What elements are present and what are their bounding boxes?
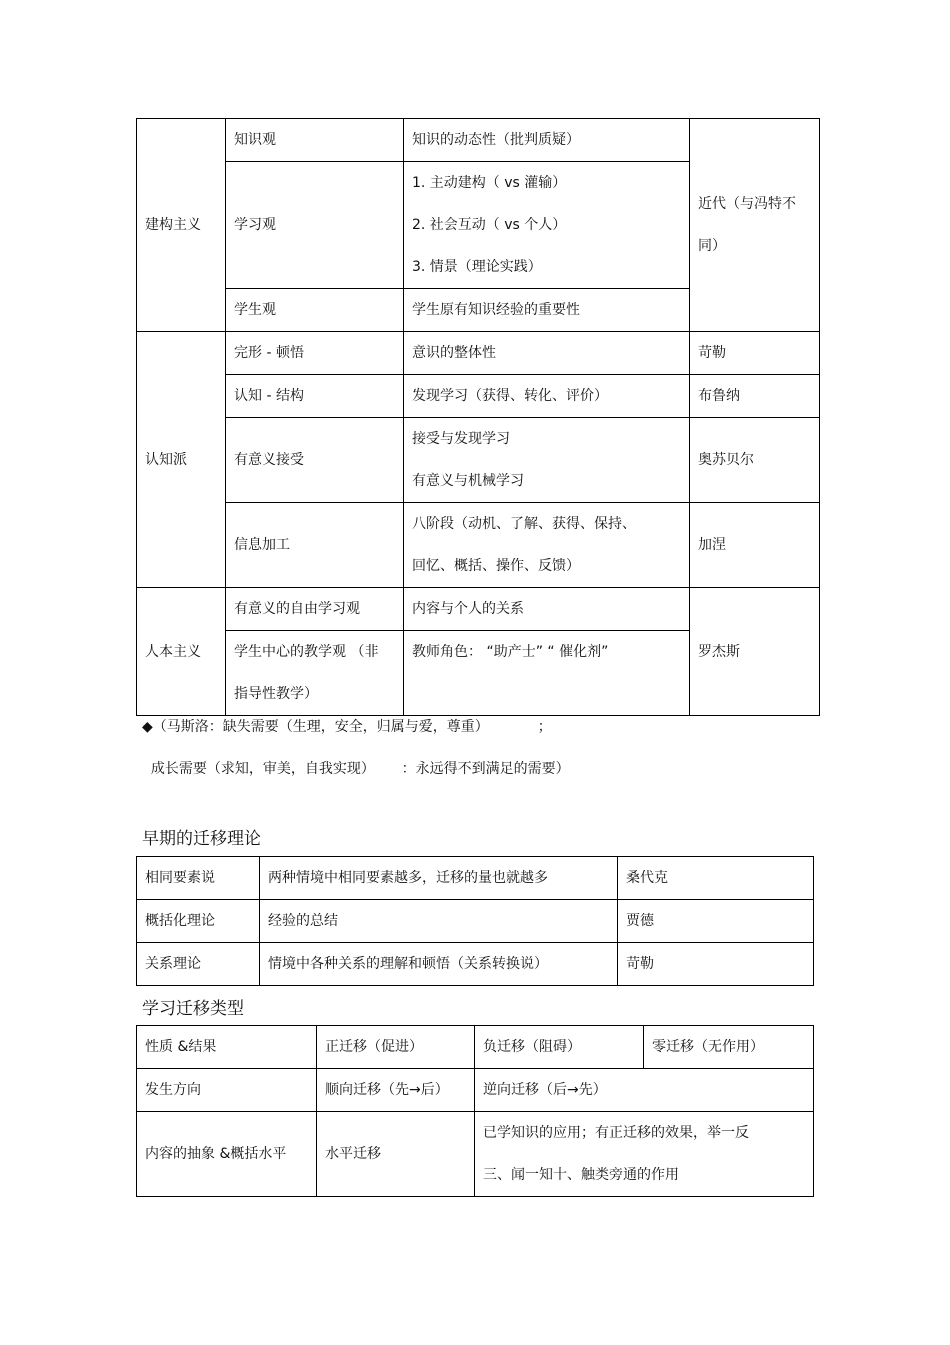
type-forward: 顺向迁移（先→后） (317, 1069, 475, 1112)
dimension-abstraction: 内容的抽象 &概括水平 (137, 1112, 317, 1197)
section-title-early-transfer: 早期的迁移理论 (142, 829, 261, 849)
desc-free-learning: 内容与个人的关系 (404, 588, 690, 631)
type-horizontal: 水平迁移 (317, 1112, 475, 1197)
desc-line: 回忆、概括、操作、反馈） (412, 558, 580, 574)
theory-line: 学生中心的教学观 （非 (234, 644, 379, 660)
desc-line: 3. 情景（理论实践） (412, 259, 542, 275)
desc-student-view: 学生原有知识经验的重要性 (404, 289, 690, 332)
desc-line: 接受与发现学习 (412, 431, 510, 447)
rep-gestalt: 苛勒 (690, 332, 820, 375)
transfer-theory-rep: 贾德 (618, 900, 814, 943)
section-title-transfer-types: 学习迁移类型 (142, 999, 244, 1019)
transfer-theory-desc: 情境中各种关系的理解和顿悟（关系转换说） (260, 943, 618, 986)
desc-student-centered: 教师角色： “助产士” “ 催化剂” (404, 631, 690, 716)
type-zero: 零迁移（无作用） (644, 1026, 814, 1069)
learning-theories-table (136, 118, 820, 716)
rep-line: 同） (698, 238, 726, 254)
transfer-theory-desc: 两种情境中相同要素越多，迁移的量也就越多 (260, 857, 618, 900)
desc-cognitive-structure: 发现学习（获得、转化、评价） (404, 375, 690, 418)
desc-information-processing (404, 503, 690, 588)
transfer-theory-name: 关系理论 (137, 943, 260, 986)
rep-humanism: 罗杰斯 (690, 588, 820, 716)
transfer-theory-desc: 经验的总结 (260, 900, 618, 943)
type-horizontal-desc (475, 1112, 814, 1197)
type-positive: 正迁移（促进） (317, 1026, 475, 1069)
desc-line: 1. 主动建构（ vs 灌输） (412, 175, 567, 191)
theory-line: 指导性教学） (234, 686, 318, 702)
theory-learning-view: 学习观 (226, 162, 404, 289)
type-negative: 负迁移（阻碍） (475, 1026, 644, 1069)
desc-knowledge-view: 知识的动态性（批判质疑） (404, 119, 690, 162)
theory-cognitive-structure: 认知 - 结构 (226, 375, 404, 418)
rep-cognitive-structure: 布鲁纳 (690, 375, 820, 418)
transfer-theory-name: 概括化理论 (137, 900, 260, 943)
school-cognitive: 认知派 (137, 332, 226, 588)
theory-knowledge-view: 知识观 (226, 119, 404, 162)
dimension-nature: 性质 &结果 (137, 1026, 317, 1069)
theory-free-learning: 有意义的自由学习观 (226, 588, 404, 631)
transfer-theory-rep: 苛勒 (618, 943, 814, 986)
theory-gestalt: 完形 - 顿悟 (226, 332, 404, 375)
dimension-direction: 发生方向 (137, 1069, 317, 1112)
desc-line: 已学知识的应用；有正迁移的效果，举一反 (483, 1125, 749, 1141)
rep-line: 近代（与冯特不 (698, 196, 796, 212)
rep-constructivism (690, 119, 820, 332)
theory-student-centered (226, 631, 404, 716)
desc-gestalt: 意识的整体性 (404, 332, 690, 375)
desc-learning-view (404, 162, 690, 289)
transfer-types-table (136, 1025, 814, 1197)
desc-line: 三、闻一知十、触类旁通的作用 (483, 1167, 679, 1183)
school-humanism: 人本主义 (137, 588, 226, 716)
theory-meaningful-reception: 有意义接受 (226, 418, 404, 503)
desc-line: 2. 社会互动（ vs 个人） (412, 217, 567, 233)
maslow-note-line2: 成长需要（求知，审美，自我实现） ：永远得不到满足的需要） (142, 761, 570, 777)
maslow-note-line1: ◆（马斯洛：缺失需要（生理，安全，归属与爱，尊重） ； (142, 719, 552, 735)
type-backward: 逆向迁移（后→先） (475, 1069, 814, 1112)
desc-line: 八阶段（动机、了解、获得、保持、 (412, 516, 636, 532)
desc-meaningful-reception (404, 418, 690, 503)
theory-student-view: 学生观 (226, 289, 404, 332)
transfer-theory-name: 相同要素说 (137, 857, 260, 900)
desc-line: 有意义与机械学习 (412, 473, 524, 489)
school-constructivism: 建构主义 (137, 119, 226, 332)
early-transfer-theory-table (136, 856, 814, 986)
theory-information-processing: 信息加工 (226, 503, 404, 588)
transfer-theory-rep: 桑代克 (618, 857, 814, 900)
rep-information-processing: 加涅 (690, 503, 820, 588)
rep-meaningful-reception: 奥苏贝尔 (690, 418, 820, 503)
